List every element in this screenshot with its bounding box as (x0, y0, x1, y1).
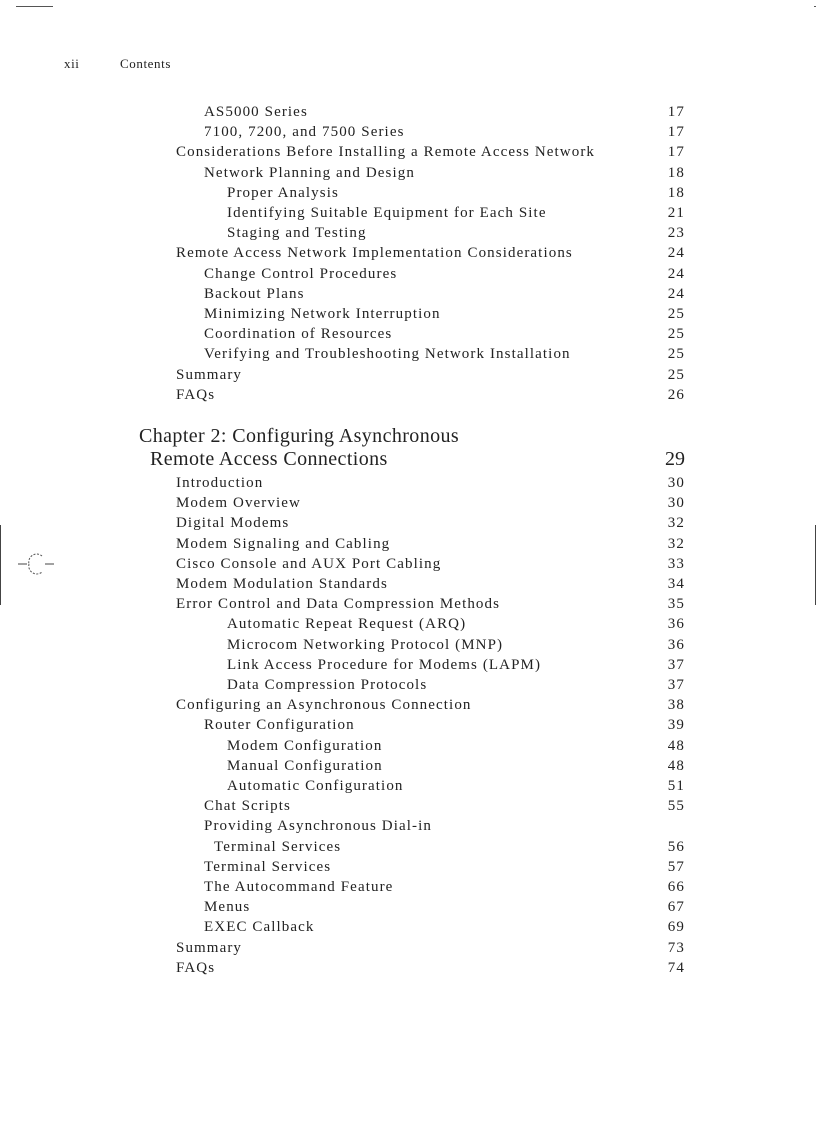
toc-entry-title: Chat Scripts (204, 798, 291, 815)
toc-entry-page-number: 32 (667, 535, 685, 552)
toc-entry-title: Backout Plans (204, 285, 305, 302)
toc-entry (0, 798, 816, 818)
toc-entry (0, 225, 816, 245)
toc-entry (0, 616, 816, 636)
toc-entry-page-number: 36 (667, 636, 685, 653)
chapter-page-number: 29 (665, 448, 685, 470)
toc-entry-title: Cisco Console and AUX Port Cabling (176, 555, 442, 572)
toc-entry (0, 326, 816, 346)
toc-entry-page-number: 34 (667, 576, 685, 592)
toc-entry (0, 286, 816, 306)
toc-entry-title: Proper Analysis (227, 184, 339, 201)
toc-entry-title: Staging and Testing (227, 225, 367, 242)
chapter-title-line-2: Remote Access Connections (150, 448, 388, 470)
toc-entry (0, 960, 816, 980)
toc-entry-title: Modem Overview (176, 495, 301, 512)
toc-entry-title: Microcom Networking Protocol (MNP) (227, 636, 504, 653)
toc-entry-title: Summary (176, 939, 243, 956)
toc-entry (0, 596, 816, 616)
toc-entry-page-number: 25 (667, 306, 685, 322)
toc-entry-page-number: 74 (667, 959, 685, 976)
toc-entry-page-number: 48 (667, 737, 685, 754)
page-folio: xii (64, 56, 80, 71)
toc-entry (0, 346, 816, 366)
toc-entry-page-number: 33 (667, 555, 685, 572)
toc-entry-page-number: 67 (667, 899, 685, 916)
toc-entry (0, 387, 816, 407)
toc-entry-page-number: 32 (667, 515, 685, 532)
toc-entry-page-number: 39 (667, 717, 685, 734)
toc-entry-page-number: 24 (667, 285, 685, 302)
toc-entry-page-number: 69 (667, 919, 685, 936)
toc-entry-title: Coordination of Resources (204, 326, 393, 343)
toc-entry-title: EXEC Callback (204, 919, 315, 936)
toc-entry-title: FAQs (176, 959, 216, 976)
toc-entry (0, 185, 816, 205)
toc-entry (0, 144, 816, 164)
toc-entry (0, 245, 816, 265)
toc-entry (0, 637, 816, 657)
toc-entry-page-number: 37 (667, 677, 685, 693)
toc-entry (0, 205, 816, 225)
toc-entry-title: Network Planning and Design (204, 164, 415, 181)
toc-entry-page-number: 17 (667, 144, 685, 161)
toc-entry-title: FAQs (176, 386, 216, 403)
toc-entry-title: Data Compression Protocols (227, 677, 428, 693)
toc-entry-title: Digital Modems (176, 515, 290, 532)
toc-entry (0, 778, 816, 798)
toc-entry-page-number: 17 (667, 124, 685, 141)
toc-entry-title: Terminal Services (204, 858, 332, 875)
toc-entry-title: Identifying Suitable Equipment for Each Site (227, 205, 547, 221)
toc-entry (0, 940, 816, 960)
toc-entry (0, 738, 816, 758)
toc-entry-page-number: 37 (667, 656, 685, 673)
toc-entry-page-number: 25 (667, 326, 685, 343)
toc-entry-page-number: 25 (667, 346, 685, 363)
toc-entry (0, 839, 816, 859)
toc-entry-page-number: 66 (667, 879, 685, 895)
toc-entry (0, 104, 816, 124)
toc-entry-page-number: 36 (667, 616, 685, 633)
toc-entry (0, 495, 816, 515)
toc-entry (0, 367, 816, 387)
toc-entry-page-number: 17 (667, 104, 685, 120)
toc-entry-page-number: 25 (667, 366, 685, 383)
toc-entry-page-number: 38 (667, 697, 685, 714)
toc-entry (0, 536, 816, 556)
toc-entry-title: Remote Access Network Implementation Considerations (176, 245, 573, 262)
toc-entry-title: Configuring an Asynchronous Connection (176, 697, 472, 714)
toc-entry-title: Modem Signaling and Cabling (176, 535, 391, 552)
toc-entry (0, 677, 816, 697)
toc-entry-title: AS5000 Series (204, 104, 308, 120)
toc-entry (0, 475, 816, 495)
toc-entry (0, 859, 816, 879)
toc-entry (0, 879, 816, 899)
toc-entry-page-number: 51 (667, 778, 685, 794)
toc-entry-title: Router Configuration (204, 717, 355, 734)
toc-entry-page-number: 56 (667, 838, 685, 855)
toc-entry-page-number: 18 (667, 184, 685, 201)
toc-entry-title: Modem Modulation Standards (176, 576, 388, 592)
running-head-title: Contents (120, 56, 172, 71)
toc-entry (0, 657, 816, 677)
toc-entry-title: Menus (204, 899, 251, 916)
toc-entry-title: 7100, 7200, and 7500 Series (204, 124, 405, 141)
toc-entry (0, 818, 816, 838)
toc-entry-page-number: 57 (667, 858, 685, 875)
toc-entry-page-number: 73 (667, 939, 685, 956)
toc-entry-page-number: 23 (667, 225, 685, 242)
toc-entry (0, 515, 816, 535)
toc-entry-title: Link Access Procedure for Modems (LAPM) (227, 656, 542, 673)
toc-entry (0, 266, 816, 286)
toc-entry-title: The Autocommand Feature (204, 879, 394, 895)
toc-entry-title: Summary (176, 366, 243, 383)
toc-entry (0, 306, 816, 326)
toc-entry-title: Automatic Repeat Request (ARQ) (227, 616, 467, 633)
toc-entry (0, 556, 816, 576)
toc-entry-page-number: 21 (667, 205, 685, 221)
toc-entry-title: Verifying and Troubleshooting Network Installation (204, 346, 571, 363)
toc-entry-title: Change Control Procedures (204, 265, 398, 282)
toc-entry-page-number: 26 (667, 386, 685, 403)
toc-entry-page-number: 30 (667, 495, 685, 512)
toc-entry (0, 697, 816, 717)
toc-entry-title: Terminal Services (214, 838, 342, 855)
toc-entry (0, 758, 816, 778)
toc-entry (0, 899, 816, 919)
toc-entry (0, 576, 816, 596)
toc-entry-title: Automatic Configuration (227, 778, 404, 794)
toc-entry-page-number: 30 (667, 475, 685, 491)
toc-entry-page-number: 24 (667, 265, 685, 282)
top-crop-rule (16, 6, 53, 7)
toc-entry-title: Modem Configuration (227, 737, 383, 754)
toc-entry-page-number: 18 (667, 164, 685, 181)
toc-entry-title: Considerations Before Installing a Remote Access Network (176, 144, 596, 161)
toc-entry-title: Introduction (176, 475, 264, 491)
toc-entry (0, 124, 816, 144)
toc-entry-title: Manual Configuration (227, 757, 383, 774)
toc-entry (0, 919, 816, 939)
toc-entry (0, 717, 816, 737)
toc-entry-title: Minimizing Network Interruption (204, 306, 441, 322)
toc-entry-page-number: 24 (667, 245, 685, 262)
toc-entry-page-number: 55 (667, 798, 685, 815)
chapter-title-line-1: Chapter 2: Configuring Asynchronous (139, 425, 460, 447)
toc-entry-page-number: 48 (667, 757, 685, 774)
toc-entry-title: Error Control and Data Compression Methods (176, 596, 501, 613)
toc-entry-title: Providing Asynchronous Dial-in (204, 818, 432, 835)
toc-entry-page-number: 35 (667, 596, 685, 613)
toc-entry (0, 165, 816, 185)
